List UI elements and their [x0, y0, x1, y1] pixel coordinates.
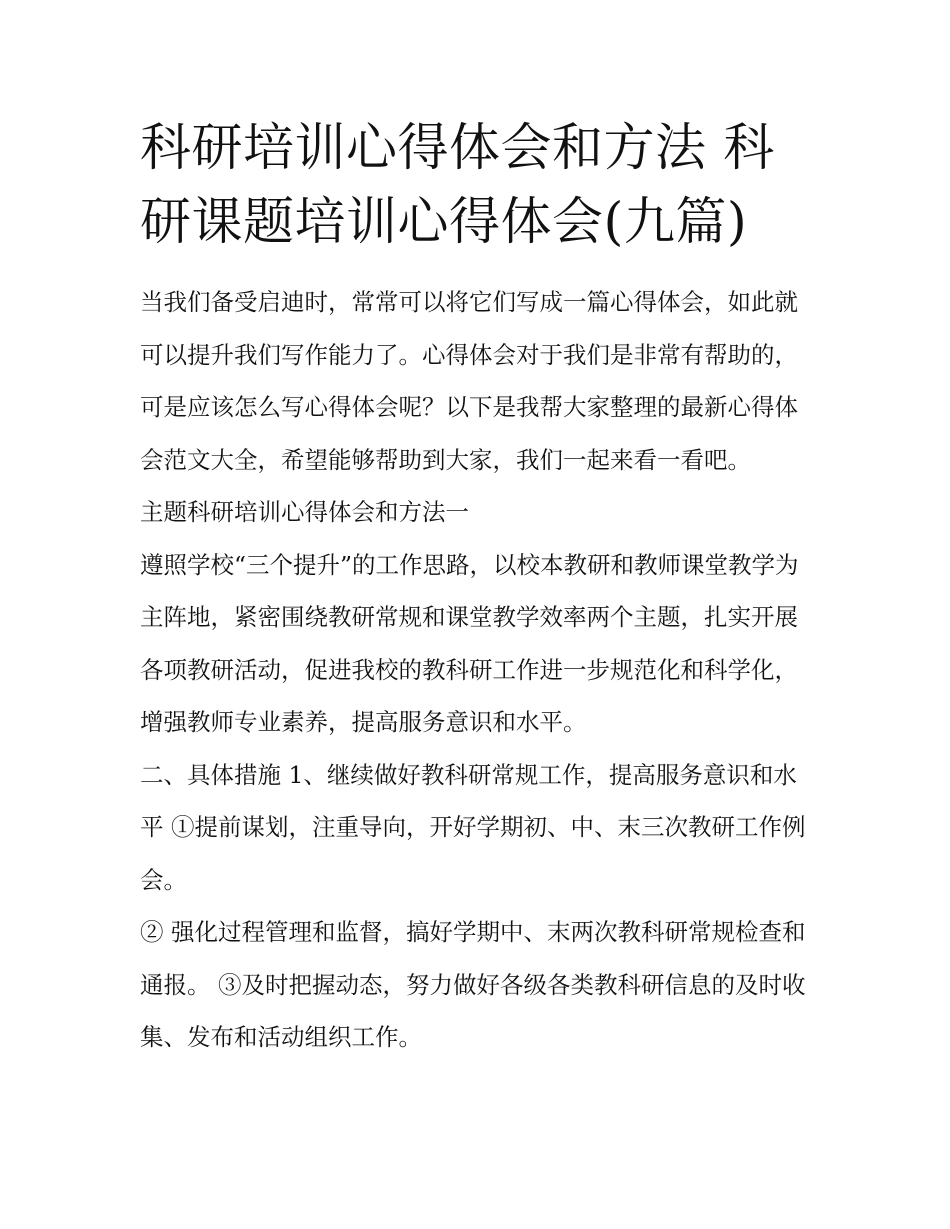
document-body	[140, 276, 820, 1064]
measures-paragraph: 二、具体措施 1、继续做好教科研常规工作，提高服务意识和水平 ①提前谋划，注重导向，开好学期初、中、末三次教研工作例会。	[140, 760, 806, 894]
intro-paragraph: 当我们备受启迪时，常常可以将它们写成一篇心得体会，如此就可以提升我们写作能力了。心得体会对于我们是非常有帮助的，可是应该怎么写心得体会呢？以下是我帮大家整理的最新心得体会范文大全，希望能够帮助到大家，我们一起来看一看吧。	[140, 288, 798, 474]
measures-paragraph-continued: ② 强化过程管理和监督，搞好学期中、末两次教科研常规检查和通报。 ③及时把握动态，努力做好各级各类教科研信息的及时收集、发布和活动组织工作。	[140, 918, 806, 1051]
body-paragraph: 遵照学校“三个提升”的工作思路，以校本教研和教师课堂教学为主阵地，紧密围绕教研常规和课堂教学效率两个主题，扎实开展各项教研活动，促进我校的教科研工作进一步规范化和科学化，增强教师专业素养，提高服务意识和水平。	[140, 550, 799, 736]
document-title: 科研培训心得体会和方法 科研课题培训心得体会(九篇)	[140, 119, 775, 252]
section-heading: 主题科研培训心得体会和方法一	[140, 498, 469, 526]
